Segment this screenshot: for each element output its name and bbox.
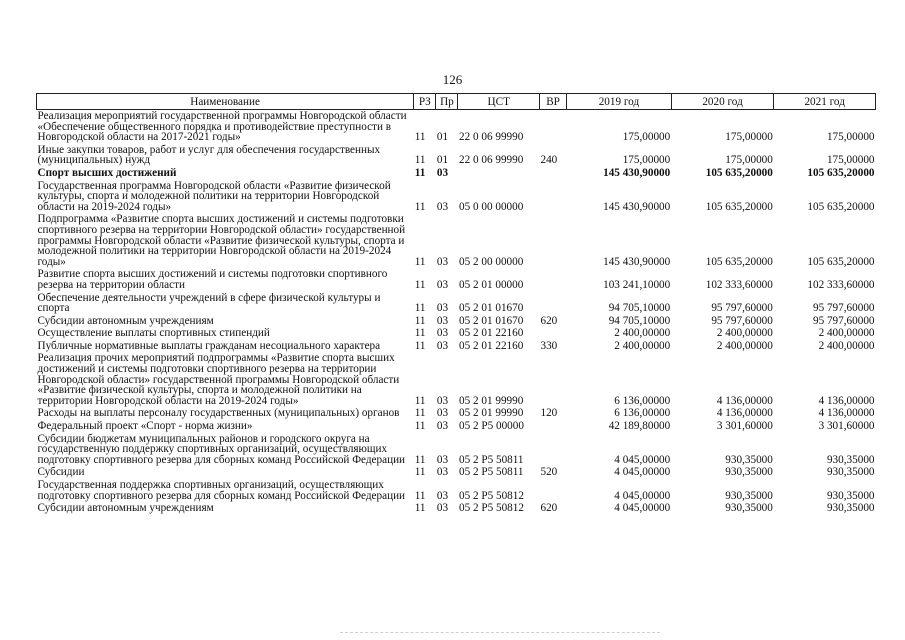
cell-cst: 22 0 06 99990 <box>458 154 524 167</box>
cell-rz: 11 <box>414 466 426 479</box>
cell-name: Государственная программа Новгородской области «Развитие физической культуры, спорта и молодежной политики на территории Новгородской области на 2019-2024 годы» <box>37 179 391 213</box>
cell-2020: 930,35000 <box>725 502 773 515</box>
cell-pr: 03 <box>436 302 449 315</box>
cell-rz: 11 <box>414 420 426 433</box>
cell-name: Субсидии автономным учреждениям <box>37 314 214 327</box>
cell-rz: 11 <box>414 502 426 515</box>
table-row <box>37 144 876 167</box>
cell-pr: 03 <box>436 466 449 479</box>
table-row <box>37 315 876 328</box>
cell-2020: 2 400,00000 <box>716 339 773 352</box>
cell-rz: 11 <box>414 302 426 315</box>
cell-cst <box>458 167 539 180</box>
cell-2020: 930,35000 <box>725 453 773 466</box>
cell-vr <box>539 268 566 291</box>
cell-cst: 22 0 06 99990 <box>458 131 524 144</box>
cell-vr: 620 <box>540 314 558 327</box>
cell-rz: 11 <box>414 255 426 268</box>
cell-2021: 930,35000 <box>826 466 875 479</box>
table-row <box>37 407 876 420</box>
cell-name: Спорт высших достижений <box>37 166 177 179</box>
table-row <box>37 352 876 407</box>
cell-2021: 930,35000 <box>826 453 875 466</box>
table-row <box>37 433 876 467</box>
cell-rz: 11 <box>414 314 426 327</box>
cell-rz: 11 <box>414 339 426 352</box>
cell-vr: 240 <box>540 154 558 167</box>
cell-name: Реализация прочих мероприятий подпрограммы «Развитие спорта высших достижений и системы подготовки спортивного резерва на территории Новгородской области» государственной программы Новгородской области «Развитие физической культуры, спорта и молодежной политики на территории Новгородской области на 2019-2024 годы» <box>37 352 400 407</box>
col-header-pr: Пр <box>436 94 458 110</box>
cell-2019: 103 241,10000 <box>603 278 671 291</box>
cell-pr: 01 <box>436 131 449 144</box>
cell-2020: 95 797,60000 <box>711 302 773 315</box>
cell-vr <box>539 110 566 144</box>
cell-vr <box>539 213 566 268</box>
cell-pr: 03 <box>436 394 449 407</box>
cell-2020: 95 797,60000 <box>711 314 773 327</box>
table-row <box>37 340 876 353</box>
table-row <box>37 420 876 433</box>
table-row <box>37 167 876 180</box>
footer-divider <box>340 632 660 633</box>
table-row <box>37 502 876 515</box>
cell-pr: 03 <box>436 200 449 213</box>
cell-2020: 102 333,60000 <box>705 278 773 291</box>
cell-2019: 2 400,00000 <box>614 339 671 352</box>
cell-name: Федеральный проект «Спорт - норма жизни» <box>37 420 253 433</box>
cell-name: Развитие спорта высших достижений и системы подготовки спортивного резерва на территории области <box>37 268 388 291</box>
cell-vr <box>539 167 566 180</box>
table-row <box>37 180 876 214</box>
cell-2021: 2 400,00000 <box>818 339 875 352</box>
col-header-name: Наименование <box>37 94 414 110</box>
cell-2020: 105 635,20000 <box>705 200 773 213</box>
cell-cst: 05 2 01 01670 <box>458 314 524 327</box>
cell-pr: 03 <box>436 489 449 502</box>
cell-2019: 42 189,80000 <box>608 420 671 433</box>
cell-pr: 03 <box>436 166 449 179</box>
cell-vr: 620 <box>540 502 558 515</box>
cell-name: Публичные нормативные выплаты гражданам несоциального характера <box>37 339 381 352</box>
cell-2021: 175,00000 <box>826 154 875 167</box>
cell-2020: 930,35000 <box>725 489 773 502</box>
cell-vr <box>539 327 566 340</box>
cell-2020: 930,35000 <box>725 466 773 479</box>
cell-2021: 4 136,00000 <box>818 394 875 407</box>
cell-vr: 520 <box>540 466 558 479</box>
cell-2019: 145 430,90000 <box>603 255 671 268</box>
cell-cst: 05 2 P5 50812 <box>458 502 524 515</box>
cell-2019: 175,00000 <box>622 154 671 167</box>
cell-name: Подпрограмма «Развитие спорта высших достижений и системы подготовки спортивного резерва на территории Новгородской области» государственной программы Новгородской области «Развитие физической культуры, спорта и молодежной политики на территории Новгородской области на 2019-2024 годы» <box>37 213 406 268</box>
cell-pr: 03 <box>436 278 449 291</box>
cell-name: Субсидии <box>37 466 85 479</box>
cell-2019: 4 045,00000 <box>614 502 671 515</box>
cell-2021: 105 635,20000 <box>807 166 875 179</box>
cell-rz: 11 <box>414 327 426 340</box>
cell-2020: 2 400,00000 <box>716 327 773 340</box>
budget-table <box>36 93 876 515</box>
table-row <box>37 292 876 315</box>
cell-vr <box>539 352 566 407</box>
table-row <box>37 110 876 144</box>
cell-2019: 94 705,10000 <box>608 314 671 327</box>
cell-2021: 95 797,60000 <box>812 302 875 315</box>
col-header-2020: 2020 год <box>671 94 774 110</box>
cell-pr: 03 <box>436 453 449 466</box>
cell-name: Иные закупки товаров, работ и услуг для обеспечения государственных (муниципальных) нужд <box>37 143 381 167</box>
cell-rz: 11 <box>414 489 426 502</box>
cell-cst: 05 0 00 00000 <box>458 200 524 213</box>
cell-vr <box>539 433 566 467</box>
cell-2019: 145 430,90000 <box>603 166 671 179</box>
cell-2020: 105 635,20000 <box>705 166 773 179</box>
cell-rz: 11 <box>414 166 426 179</box>
cell-name: Реализация мероприятий государственной программы Новгородской области «Обеспечение общественного порядка и противодействие преступности в Новгородской области на 2017-2021 годы» <box>37 110 407 144</box>
cell-pr: 03 <box>436 314 449 327</box>
cell-pr: 03 <box>436 407 449 420</box>
cell-rz: 11 <box>414 407 426 420</box>
cell-2020: 175,00000 <box>725 131 773 144</box>
cell-vr: 120 <box>540 407 558 420</box>
cell-cst: 05 2 01 22160 <box>458 327 524 340</box>
cell-name: Государственная поддержка спортивных организаций, осуществляющих подготовку спортивного резерва для сборных команд Российской Федерации <box>37 479 406 502</box>
cell-pr: 03 <box>436 339 449 352</box>
cell-rz: 11 <box>414 154 426 167</box>
cell-cst: 05 2 01 01670 <box>458 302 524 315</box>
cell-rz: 11 <box>414 278 426 291</box>
cell-cst: 05 2 P5 50811 <box>458 466 524 479</box>
cell-2021: 4 136,00000 <box>818 407 875 420</box>
cell-pr: 03 <box>436 502 449 515</box>
table-row <box>37 213 876 268</box>
cell-name: Осуществление выплаты спортивных стипендий <box>37 327 270 340</box>
cell-pr: 03 <box>436 420 449 433</box>
cell-2021: 175,00000 <box>826 131 875 144</box>
cell-name: Субсидии бюджетам муниципальных районов и городского округа на государственную поддержку спортивных организаций, осуществляющих подготовку спортивного резерва для сборных команд Российской Федерации <box>37 432 406 466</box>
cell-vr: 330 <box>540 339 558 352</box>
col-header-2021: 2021 год <box>774 94 876 110</box>
cell-2021: 105 635,20000 <box>807 200 875 213</box>
cell-cst: 05 2 01 99990 <box>458 394 524 407</box>
col-header-rz: РЗ <box>414 94 436 110</box>
cell-2019: 4 045,00000 <box>614 466 671 479</box>
cell-pr: 03 <box>436 327 449 340</box>
cell-2020: 105 635,20000 <box>705 255 773 268</box>
cell-2021: 102 333,60000 <box>807 278 875 291</box>
cell-rz: 11 <box>414 394 426 407</box>
page-number: 126 <box>442 72 463 87</box>
cell-2020: 3 301,60000 <box>716 420 773 433</box>
cell-cst: 05 2 00 00000 <box>458 255 524 268</box>
table-row <box>37 479 876 502</box>
cell-name: Субсидии автономным учреждениям <box>37 502 214 515</box>
cell-2019: 4 045,00000 <box>614 453 671 466</box>
cell-2019: 94 705,10000 <box>608 302 671 315</box>
cell-2021: 95 797,60000 <box>812 314 875 327</box>
col-header-cst: ЦСТ <box>458 94 539 110</box>
cell-cst: 05 2 P5 00000 <box>458 420 524 433</box>
cell-vr <box>539 180 566 214</box>
cell-2019: 6 136,00000 <box>614 407 671 420</box>
cell-name: Обеспечение деятельности учреждений в сфере физической культуры и спорта <box>37 291 381 315</box>
cell-2019: 4 045,00000 <box>614 489 671 502</box>
cell-cst: 05 2 P5 50811 <box>458 453 524 466</box>
table-row <box>37 327 876 340</box>
cell-cst: 05 2 P5 50812 <box>458 489 524 502</box>
table-row <box>37 466 876 479</box>
cell-2019: 2 400,00000 <box>614 327 671 340</box>
table-row <box>37 268 876 291</box>
cell-cst: 05 2 01 22160 <box>458 339 524 352</box>
cell-2019: 145 430,90000 <box>603 200 671 213</box>
cell-2021: 930,35000 <box>826 489 875 502</box>
cell-pr: 01 <box>436 154 449 167</box>
col-header-2019: 2019 год <box>567 94 672 110</box>
table-body <box>37 110 876 515</box>
cell-rz: 11 <box>414 200 426 213</box>
cell-2020: 175,00000 <box>725 154 773 167</box>
cell-rz: 11 <box>414 453 426 466</box>
cell-pr: 03 <box>436 255 449 268</box>
table-header-row <box>37 94 876 110</box>
cell-2021: 2 400,00000 <box>818 327 875 340</box>
cell-2020: 4 136,00000 <box>716 407 773 420</box>
cell-2019: 6 136,00000 <box>614 394 671 407</box>
cell-cst: 05 2 01 99990 <box>458 407 524 420</box>
cell-cst: 05 2 01 00000 <box>458 278 524 291</box>
cell-2019: 175,00000 <box>622 131 671 144</box>
cell-vr <box>539 292 566 315</box>
cell-vr <box>539 420 566 433</box>
cell-rz: 11 <box>414 131 426 144</box>
cell-vr <box>539 479 566 502</box>
cell-2020: 4 136,00000 <box>716 394 773 407</box>
col-header-vr: ВР <box>539 94 566 110</box>
cell-2021: 930,35000 <box>826 502 875 515</box>
cell-name: Расходы на выплаты персоналу государственных (муниципальных) органов <box>37 407 400 420</box>
cell-2021: 105 635,20000 <box>807 255 875 268</box>
cell-2021: 3 301,60000 <box>818 420 875 433</box>
